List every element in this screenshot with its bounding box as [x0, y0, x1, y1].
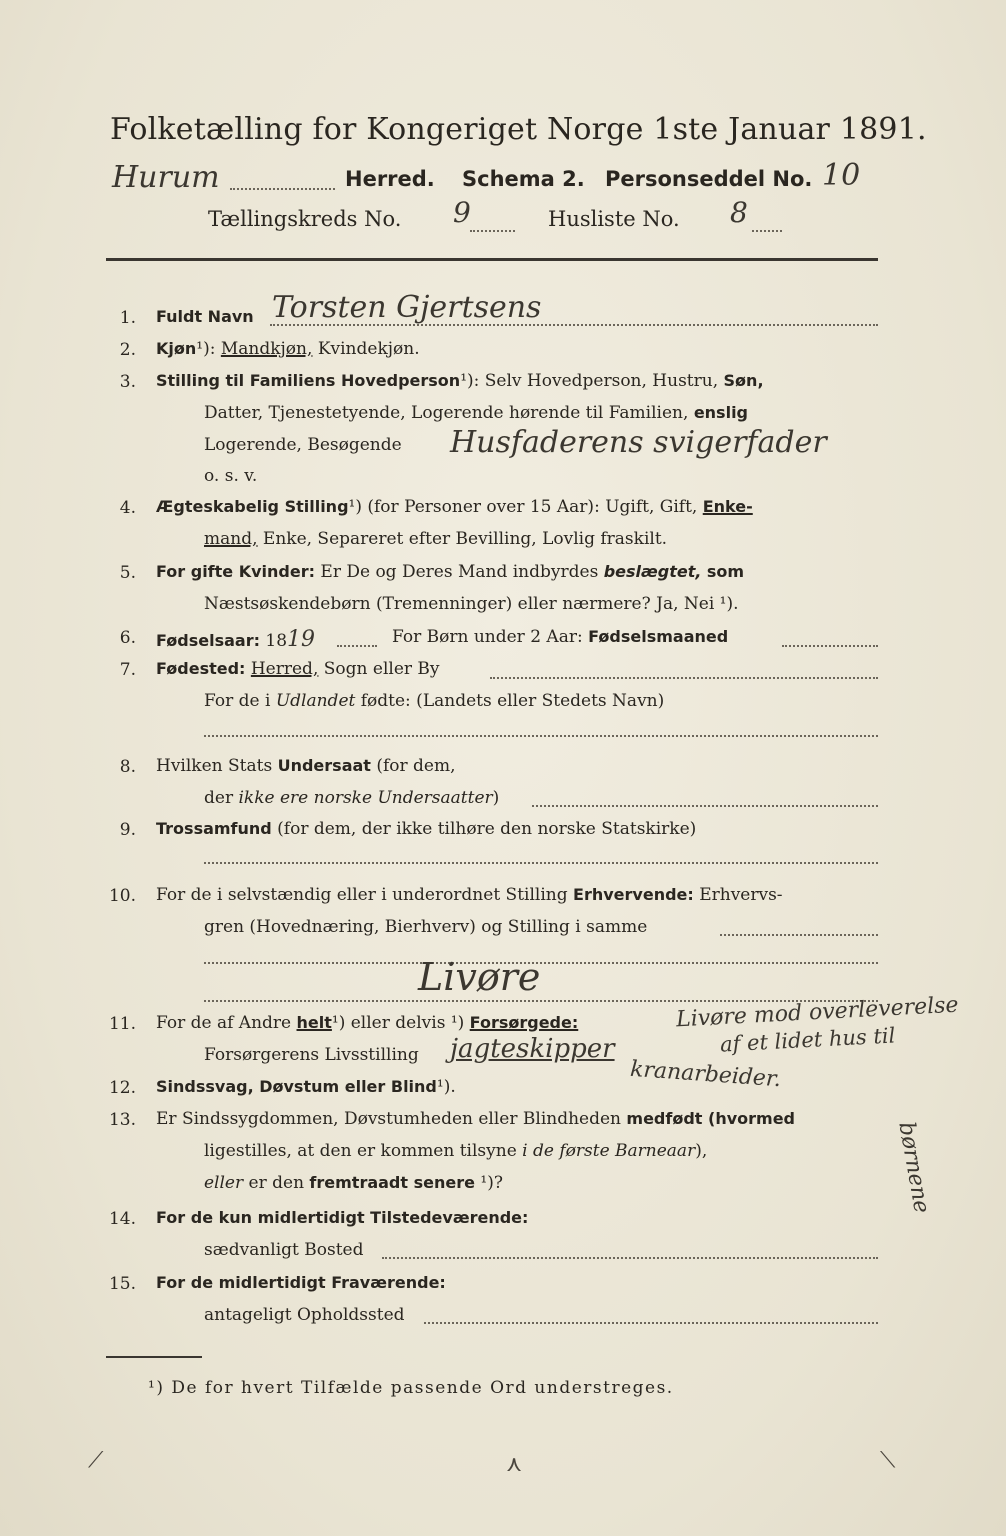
q4-enke-part2: mand,: [204, 529, 258, 549]
q3-line2-end: enslig: [693, 403, 748, 422]
q11-line1-b: ¹) eller delvis ¹): [331, 1013, 465, 1033]
q9-rest: (for dem, der ikke tilhøre den norske Statskirke): [277, 819, 697, 839]
q8-line1-c: (for dem,: [376, 756, 456, 776]
husliste-value: 8: [730, 196, 748, 229]
q5-line2: Næstsøskendebørn (Tremenninger) eller nærmere? Ja, Nei ¹).: [204, 594, 739, 614]
dotted-line: [337, 645, 377, 647]
q3-line1: ¹): Selv Hovedperson, Hustru,: [460, 371, 719, 391]
q13-line3-a: eller: [204, 1173, 244, 1193]
q14-label: For de kun midlertidigt Tilstedeværende:: [156, 1208, 529, 1227]
q11-answer2: jagteskipper: [450, 1034, 615, 1064]
q14-number: 14.: [108, 1209, 136, 1229]
q15-number: 15.: [108, 1274, 136, 1294]
q3-line4: o. s. v.: [204, 466, 258, 486]
q6-number: 6.: [119, 628, 136, 648]
q6-rest: For Børn under 2 Aar:: [392, 627, 583, 647]
q13-line1-a: Er Sindssygdommen, Døvstumheden eller Blindheden: [156, 1109, 621, 1129]
q12-number: 12.: [108, 1078, 136, 1098]
dotted-line: [470, 230, 515, 232]
q5-som: som: [706, 562, 745, 581]
q10-line1-c: Erhvervs-: [699, 885, 783, 905]
q8-line1-b: Undersaat: [277, 756, 371, 775]
q7-number: 7.: [119, 660, 136, 680]
q5-line1: Er De og Deres Mand indbyrdes: [320, 562, 599, 582]
q2-label: Kjøn: [156, 339, 197, 358]
q2-sup: ¹):: [196, 339, 216, 359]
q5-beslaegtet: beslægtet,: [603, 562, 702, 581]
q12-label: Sindssvag, Døvstum eller Blind: [156, 1077, 437, 1096]
q1-answer: Torsten Gjertsens: [272, 290, 542, 325]
q10-line1-b: Erhvervende:: [573, 885, 694, 904]
q10-answer: Livøre: [418, 955, 541, 999]
q13-line2-c: ),: [695, 1141, 708, 1161]
q4-line2: Enke, Separeret efter Bevilling, Lovlig fraskilt.: [262, 529, 668, 549]
q14-line2: sædvanligt Bosted: [204, 1240, 364, 1260]
q3-son: Søn,: [723, 371, 764, 390]
q3-answer: Husfaderens svigerfader: [450, 425, 827, 460]
q13-line3-b: er den: [248, 1173, 305, 1193]
kreds-value: 9: [453, 196, 471, 229]
q7-line2-b: fødte: (Landets eller Stedets Navn): [360, 691, 665, 711]
q3-line3: Logerende, Besøgende: [204, 435, 402, 455]
q13-line2-b: i de første Barneaar: [522, 1141, 696, 1161]
herred-label: Herred.: [345, 167, 435, 191]
q10-number: 10.: [108, 886, 136, 906]
q2-option-kvinde: Kvindekjøn.: [317, 339, 420, 359]
q11-answer1b: af et lidet hus til: [719, 1023, 896, 1057]
header-rule: [106, 258, 878, 261]
q7-herred: Herred,: [250, 659, 319, 679]
q3-label: Stilling til Familiens Hovedperson: [156, 371, 461, 390]
q10-line1-a: For de i selvstændig eller i underordnet Stilling: [156, 885, 568, 905]
q5-label: For gifte Kvinder:: [156, 562, 315, 581]
q9-number: 9.: [119, 820, 136, 840]
dotted-line: [720, 934, 878, 936]
q4-line1: ¹) (for Personer over 15 Aar): Ugift, Gift,: [348, 497, 698, 517]
dotted-line: [382, 1257, 878, 1259]
dotted-line: [204, 962, 878, 964]
q13-line3-c: fremtraadt senere: [309, 1173, 475, 1192]
q6-label: Fødselsaar:: [156, 631, 260, 650]
q11-helt: helt: [296, 1013, 332, 1032]
dotted-line: [270, 324, 878, 326]
q8-line1-a: Hvilken Stats: [156, 756, 273, 776]
kreds-label: Tællingskreds No.: [208, 207, 402, 231]
q11-line2: Forsørgerens Livsstilling: [204, 1045, 419, 1065]
q4-label: Ægteskabelig Stilling: [156, 497, 349, 516]
q13-line3-d: ¹)?: [480, 1173, 503, 1193]
q7-line2-a: For de i: [204, 691, 271, 711]
q9-label: Trossamfund: [156, 819, 272, 838]
q15-line2: antageligt Opholdssted: [204, 1305, 405, 1325]
q2-number: 2.: [119, 340, 136, 360]
q13-line1-b: medfødt (hvormed: [626, 1109, 795, 1128]
dotted-line: [424, 1322, 878, 1324]
dotted-line: [782, 645, 878, 647]
q2-option-mand: Mandkjøn,: [220, 339, 313, 359]
q12-sup: ¹).: [436, 1077, 456, 1097]
q11-number: 11.: [108, 1014, 136, 1034]
schema-label: Schema 2.: [462, 167, 585, 191]
dotted-line: [204, 735, 878, 737]
q13-line2-a: ligestilles, at den er kommen tilsyne: [204, 1141, 517, 1161]
q7-rest: Sogn eller By: [323, 659, 440, 679]
dotted-line: [532, 805, 878, 807]
q11-line1-a: For de af Andre: [156, 1013, 292, 1033]
q6-year-value: 19: [287, 627, 316, 652]
husliste-label: Husliste No.: [548, 207, 680, 231]
dotted-line: [204, 862, 878, 864]
herred-value: Hurum: [112, 160, 220, 195]
q4-enke-part1: Enke-: [702, 497, 753, 516]
q13-number: 13.: [108, 1110, 136, 1130]
q10-line2: gren (Hovednæring, Bierhverv) og Stilling i samme: [204, 917, 648, 937]
q7-label: Fødested:: [156, 659, 246, 678]
q8-line2-c: ): [492, 788, 500, 808]
dotted-line: [490, 677, 878, 679]
q11-answer1: Livøre mod overleverelse: [675, 992, 960, 1033]
q3-number: 3.: [119, 372, 136, 392]
q1-label: Fuldt Navn: [156, 307, 254, 326]
q6-year-prefix: 18: [265, 631, 288, 651]
q8-number: 8.: [119, 757, 136, 777]
q5-number: 5.: [119, 563, 136, 583]
crop-mark-icon: ⟋: [88, 1448, 104, 1473]
crop-mark-icon: ⋏: [506, 1452, 523, 1477]
footnote: ¹) De for hvert Tilfælde passende Ord understreges.: [148, 1378, 674, 1398]
q1-number: 1.: [119, 308, 136, 328]
q7-line2-udlandet: Udlandet: [275, 691, 356, 711]
q6-maaned: Fødselsmaaned: [588, 627, 729, 646]
q11-answer2b: kranarbeider.: [629, 1056, 782, 1093]
q15-label: For de midlertidigt Fraværende:: [156, 1273, 446, 1292]
personseddel-value: 10: [822, 158, 861, 193]
q11-forsorgede: Forsørgede:: [469, 1013, 579, 1032]
footnote-rule: [106, 1356, 202, 1358]
q3-line2: Datter, Tjenestetyende, Logerende hørende til Familien,: [204, 403, 689, 423]
q4-number: 4.: [119, 498, 136, 518]
personseddel-label: Personseddel No.: [605, 167, 813, 191]
q8-line2-b: ikke ere norske Undersaatter: [238, 788, 493, 808]
dotted-line: [752, 230, 782, 232]
q11-margin-note: børnene: [893, 1120, 935, 1216]
q8-line2-a: der: [204, 788, 234, 808]
dotted-line: [230, 188, 335, 190]
page-title: Folketælling for Kongeriget Norge 1ste Januar 1891.: [110, 112, 927, 147]
crop-mark-icon: ⟍: [880, 1448, 896, 1473]
